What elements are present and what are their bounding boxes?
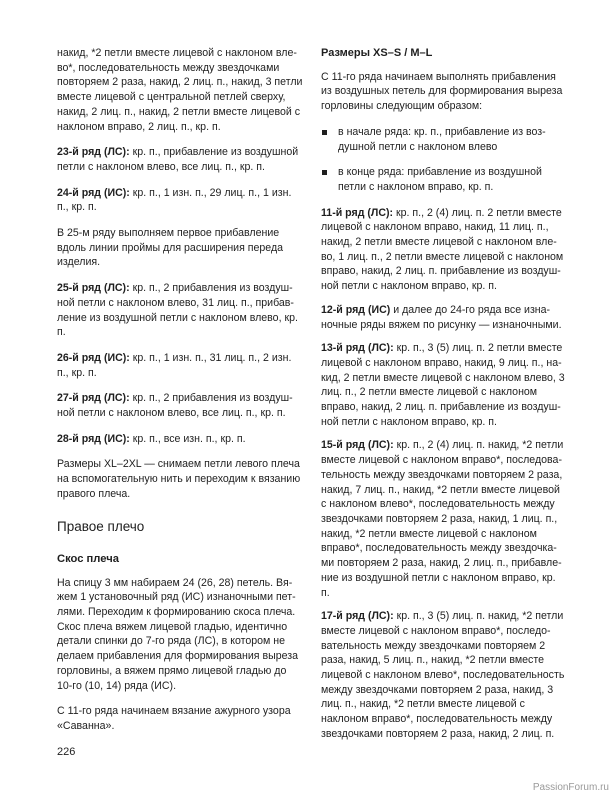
- row-instruction: [321, 609, 566, 741]
- section-title: Правое плечо: [57, 518, 145, 534]
- row-instruction: [57, 351, 303, 380]
- row-label: 12-й ряд (ИС): [321, 303, 391, 316]
- row-label: 27-й ряд (ЛС):: [57, 392, 130, 405]
- row-label: 28-й ряд (ИС):: [57, 432, 130, 445]
- row-instruction: [57, 186, 303, 215]
- row-text: кр. п., 3 (5) лиц. п. 2 петли вместе лицевой с наклоном вправо, накид, 9 лиц. п., накид, 2 петли вместе лицевой с наклоном влево, 3 лиц. п., 2 петли вместе лицевой с наклоном вправо, накид, 2 лиц. п. прибавление из воздушной петли с наклоном вправо, кр. п.: [321, 342, 565, 428]
- row-instruction: [321, 341, 566, 429]
- row-label: 26-й ряд (ИС):: [57, 351, 130, 364]
- row-text: кр. п., все изн. п., кр. п.: [129, 432, 246, 445]
- row-text: и далее до 24-го ряда все изнаночные ряды вяжем по рисунку — изнаночными.: [321, 303, 562, 331]
- body-paragraph: С 11-го ряда начинаем вязание ажурного узора «Саванна».: [57, 705, 291, 732]
- list-item: [321, 165, 566, 194]
- page-number: 226: [57, 746, 76, 758]
- row-instruction: [57, 281, 303, 340]
- row-text: кр. п., 2 прибавления из воздушной петли с наклоном влево, 31 лиц. п., прибавление из воздушной петли с наклоном влево, кр. п.: [57, 282, 298, 339]
- intro-paragraph: накид, *2 петли вместе лицевой с наклоном влево*, последовательность между звездочками повторяем 2 раза, накид, 2 лиц. п., накид, 3 петли вместе лицевой с центральной петлей сверху, накид, 2 лиц. п., накид, 2 петли вместе лицевой с наклоном вправо, 2 лиц. п., кр. п.: [57, 47, 303, 133]
- site-watermark: PassionForum.ru: [532, 782, 609, 793]
- row-text: кр. п., 2 прибавления из воздушной петли с наклоном влево, все лиц. п., кр. п.: [57, 392, 293, 420]
- row-instruction: [321, 303, 566, 332]
- size-heading: Размеры XS–S / M–L: [321, 47, 433, 59]
- row-text: кр. п., прибавление из воздушной петли с наклоном влево, все лиц. п., кр. п.: [57, 146, 299, 173]
- sub-title: Скос плеча: [57, 552, 119, 565]
- list-item-text: в конце ряда: прибавление из воздушной петли с наклоном вправо, кр. п.: [338, 166, 542, 193]
- row-label: 13-й ряд (ЛС):: [321, 342, 394, 355]
- row-instruction: [321, 206, 566, 294]
- row-label: 24-й ряд (ИС):: [57, 186, 130, 199]
- note-paragraph: Размеры XL–2XL — снимаем петли левого плеча на вспомогательную нить и переходим к вязанию правого плеча.: [57, 458, 301, 500]
- row-text: кр. п., 1 изн. п., 31 лиц. п., 2 изн. п., кр. п.: [57, 351, 292, 379]
- row-text: кр. п., 3 (5) лиц. п. накид, *2 петли вместе лицевой с наклоном вправо*, последовательность между звездочками повторяем 2 раза, накид, 5 лиц. п., накид, *2 петли вместе лицевой с наклоном влево*, последовательность между звездочками повторяем 2 раза, накид, 3 лиц. п., накид, *2 петли вместе лицевой с наклоном вправо*, последовательность между звездочками повторяем 2 раза, накид, 2 лиц. п.: [321, 610, 565, 740]
- right-column: [321, 46, 566, 751]
- list-item-text: в начале ряда: кр. п., прибавление из воздушной петли с наклоном влево: [338, 125, 546, 153]
- left-column: [57, 46, 303, 745]
- row-text: кр. п., 1 изн. п., 29 лиц. п., 1 изн. п., кр. п.: [57, 186, 292, 214]
- row-text: кр. п., 2 (4) лиц. п. 2 петли вместе лицевой с наклоном вправо, накид, 11 лиц. п., накид, 2 петли вместе лицевой с наклоном влево, 1 лиц. п., 2 петли вместе лицевой с наклоном вправо, накид, 2 лиц. п. прибавление из воздушной петли с наклоном вправо, кр. п.: [321, 206, 564, 293]
- row-instruction: [57, 432, 303, 447]
- row-instruction: [321, 438, 566, 600]
- bullet-list: [321, 125, 566, 195]
- note-paragraph: В 25-м ряду выполняем первое прибавление вдоль линии проймы для расширения переда изделия.: [57, 227, 284, 269]
- square-bullet-icon: [322, 130, 327, 135]
- square-bullet-icon: [322, 170, 327, 175]
- row-instruction: [57, 145, 303, 174]
- row-instruction: [57, 391, 303, 420]
- row-label: 15-й ряд (ЛС):: [321, 439, 394, 452]
- list-item: [321, 125, 566, 154]
- row-text: кр. п., 2 (4) лиц. п. накид, *2 петли вместе лицевой с наклоном вправо*, последовательность между звездочками повторяем 2 раза, накид, 7 лиц. п., накид, *2 петли вместе лицевой с наклоном влево*, последовательность между звездочками повторяем 2 раза, накид, 1 лиц. п., накид, *2 петли вместе лицевой с наклоном вправо*, последовательность между звездочками повторяем 2 раза, накид, 2 лиц. п., прибавление из воздушной петли с наклоном вправо, кр. п.: [321, 439, 564, 599]
- row-label: 23-й ряд (ЛС):: [57, 146, 130, 159]
- row-label: 11-й ряд (ЛС):: [321, 206, 394, 219]
- intro-paragraph: С 11-го ряда начинаем выполнять прибавления из воздушных петель для формирования выреза горловины следующим образом:: [321, 70, 563, 113]
- body-paragraph: На спицу 3 мм набираем 24 (26, 28) петель. Вяжем 1 установочный ряд (ИС) изнаночными петлями. Переходим к формированию скоса плеча. Скос плеча вяжем лицевой гладью, идентично детали спинки до 7-го ряда (ЛС), в котором не делаем прибавления для формирования выреза горловины, а вяжем прямо лицевой гладью до 10-го (10, 14) ряда (ИС).: [57, 576, 298, 692]
- row-label: 17-й ряд (ЛС):: [321, 610, 394, 623]
- row-label: 25-й ряд (ЛС):: [57, 282, 130, 295]
